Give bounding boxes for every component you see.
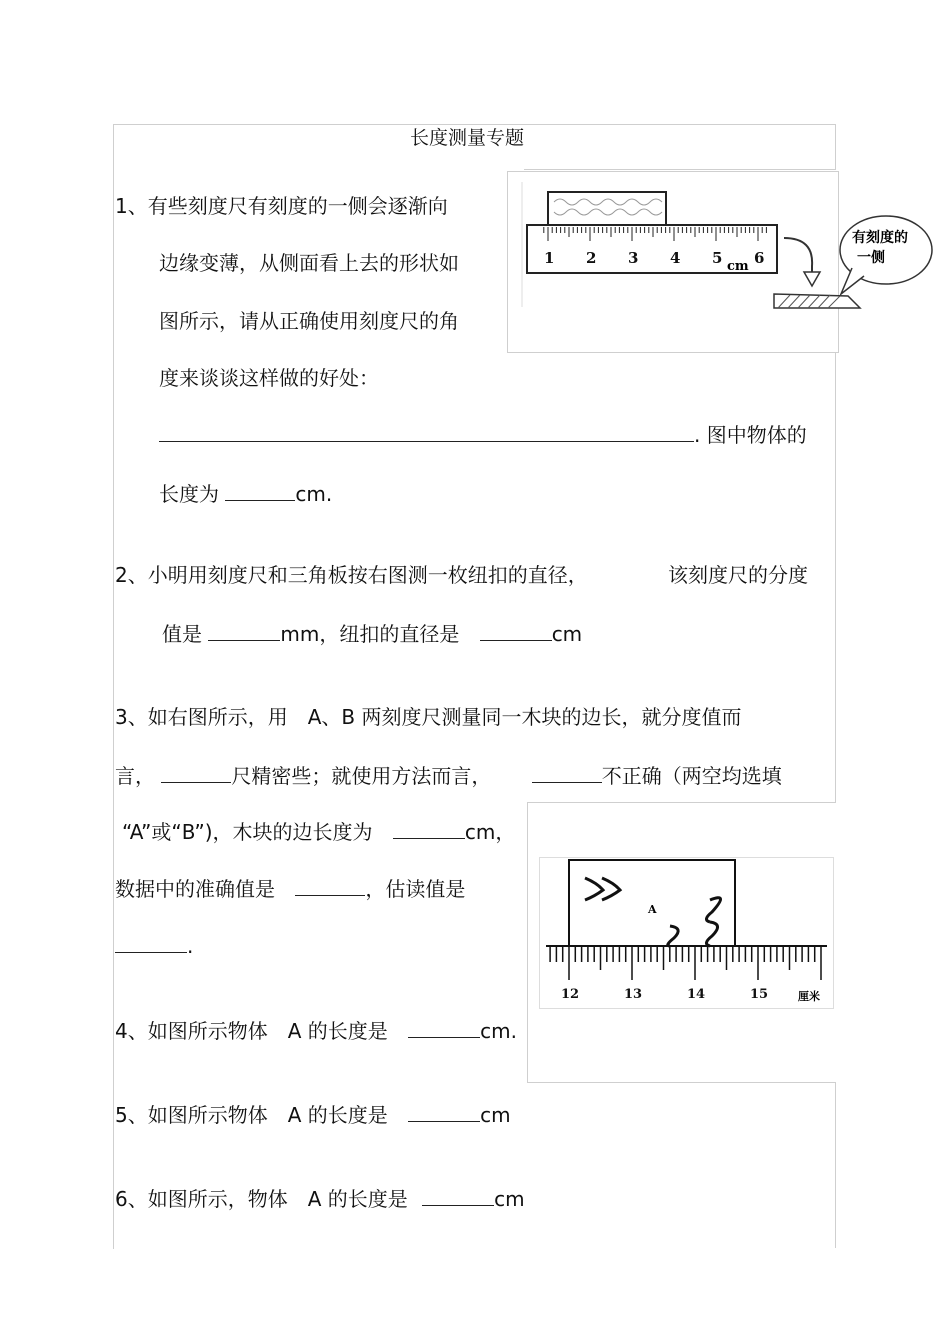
q4-line [115,1019,517,1043]
frame-left-border [113,124,114,1249]
q2-division-blank[interactable] [208,622,280,641]
q6-length-blank[interactable] [422,1187,494,1206]
frame-right-border-mid [835,350,836,802]
figure-object-a-ruler [539,857,834,1009]
q3-line5-end: . [187,934,194,958]
q3-line3 [122,820,515,844]
ruler-tick-label: 14 [687,987,706,1002]
q5-line [115,1103,511,1127]
frame-right-border-bottom [835,1082,836,1248]
ruler-tick-label: 6 [754,249,765,267]
q1-answer-line [159,423,807,447]
q3-line2-a: 言， [115,764,155,788]
figure-cell-divider [527,802,836,803]
curved-arrow-icon [784,238,812,276]
object-a-label: A [648,903,657,916]
q2-line1-b: 该刻度尺的分度 [668,563,808,587]
q2-diameter-blank[interactable] [480,622,552,641]
callout-label-line2: 一侧 [857,250,885,266]
q6-line [115,1187,525,1211]
q3-line2-c: 不正确（两空均选填 [601,764,782,788]
q2-diameter-label: mm，纽扣的直径是 [280,622,460,646]
q1-line5-suffix: . 图中物体的 [694,423,807,447]
q3-line2 [115,764,782,788]
ruler-side-view [774,294,860,308]
figure-cell-left [527,802,528,1082]
q3-accurate-blank[interactable] [295,877,365,896]
q5-unit: cm [480,1103,511,1127]
ruler-tick-label: 15 [750,987,769,1002]
ruler-tick-label: 3 [628,249,639,267]
q5-length-blank[interactable] [408,1103,480,1122]
ruler-tick-label: 5 [712,249,723,267]
q4-unit: cm. [480,1019,517,1043]
q5-text: 5、如图所示物体 A 的长度是 [115,1103,388,1127]
q1-line6 [159,482,332,506]
q1-length-unit: cm. [295,482,333,506]
figure-ruler-thin-edge [507,171,908,353]
q3-precise-blank[interactable] [161,764,231,783]
q2-line2 [162,622,582,646]
q3-accurate-label: 数据中的准确值是 [115,877,275,901]
q3-side-length-blank[interactable] [393,820,465,839]
q3-estimated-label: ，估读值是 [365,877,466,901]
q2-line1-a: 2、小明用刻度尺和三角板按右图测一枚纽扣的直径， [115,563,588,587]
callout-label-line1: 有刻度的 [852,230,908,246]
q3-line3-unit: cm， [464,820,516,844]
q4-length-blank[interactable] [408,1019,480,1038]
page-title: 长度测量专题 [410,127,525,149]
measured-object [548,192,666,225]
q6-unit: cm [494,1187,525,1211]
q3-line4 [115,877,465,901]
q2-diameter-unit: cm [551,622,583,646]
q3-line1: 3、如右图所示，用 A、B 两刻度尺测量同一木块的边长，就分度值而 [115,705,742,729]
q1-benefit-blank[interactable] [159,423,694,442]
q3-incorrect-blank[interactable] [532,764,602,783]
q1-line3: 图所示，请从正确使用刻度尺的角 [159,309,459,333]
q3-line5 [115,934,193,958]
q3-line3-a: “A”或“B”)，木块的边长度为 [122,820,373,844]
ruler-tick-label: 13 [624,987,643,1002]
q1-length-label: 长度为 [159,482,219,506]
ruler-tick-label: 4 [670,249,681,267]
ruler-tick-label: 12 [561,987,580,1002]
q1-line4: 度来谈谈这样做的好处： [159,366,379,390]
q6-text: 6、如图所示，物体 A 的长度是 [115,1187,408,1211]
q3-estimated-blank[interactable] [115,934,187,953]
ruler-unit-limi: 厘米 [798,990,820,1003]
object-a-figure-svg [540,858,833,1008]
ruler-unit-label: cm [727,259,749,274]
q1-line1: 1、有些刻度尺有刻度的一侧会逐渐向 [115,194,448,218]
q2-division-label: 值是 [162,622,202,646]
q1-length-blank[interactable] [225,482,295,501]
ruler-tick-label: 1 [544,249,555,267]
q4-text: 4、如图所示物体 A 的长度是 [115,1019,388,1043]
title-cell-bottom [524,169,836,170]
q1-line2: 边缘变薄，从侧面看上去的形状如 [159,251,459,275]
frame-right-border-top [835,124,836,169]
figure-cell-bottom [527,1082,836,1083]
frame-top-border [113,124,836,125]
ruler-tick-label: 2 [586,249,597,267]
ruler-figure-svg [508,172,908,352]
q3-line2-b: 尺精密些；就使用方法而言， [231,764,492,788]
